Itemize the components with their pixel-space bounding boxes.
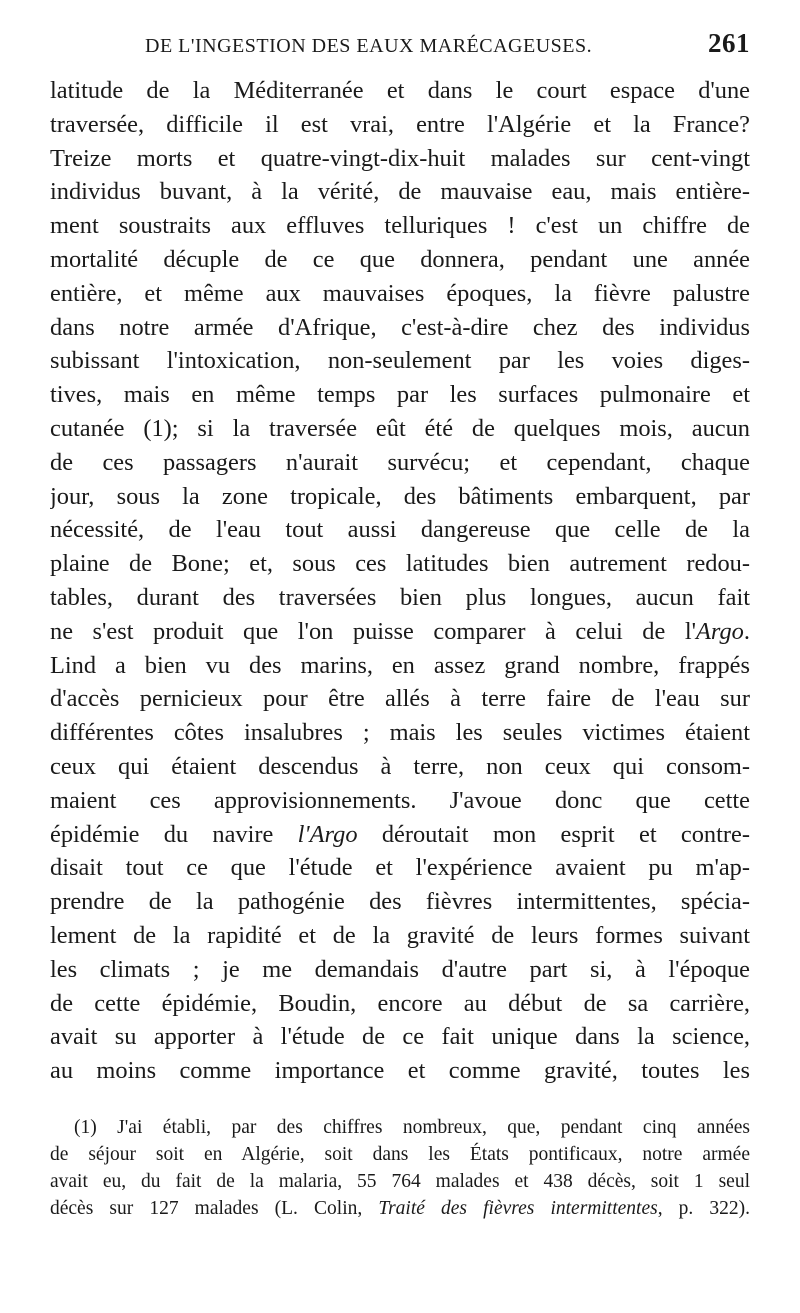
text-line: Treize morts et quatre-vingt-dix-huit malades sur cent-vingt bbox=[50, 144, 750, 172]
text-line: avait su apporter à l'étude de ce fait unique dans la science, bbox=[50, 1023, 750, 1051]
footnote-line: de séjour soit en Algérie, soit dans les États pontificaux, notre armée bbox=[50, 1143, 750, 1165]
text-line: entière, et même aux mauvaises époques, la fièvre palustre bbox=[50, 279, 750, 307]
footnote-line: avait eu, du fait de la malaria, 55 764 malades et 438 décès, soit 1 seul bbox=[50, 1170, 750, 1192]
text-line: tives, mais en même temps par les surfaces pulmonaire et bbox=[50, 381, 750, 409]
text-line: disait tout ce que l'étude et l'expérience avaient pu m'ap- bbox=[50, 854, 750, 882]
running-title: DE L'INGESTION DES EAUX MARÉCAGEUSES. bbox=[145, 35, 593, 57]
running-head bbox=[145, 28, 750, 74]
text-line: Lind a bien vu des marins, en assez grand nombre, frappés bbox=[50, 651, 750, 679]
text-line: ne s'est produit que l'on puisse comparer à celui de l'Argo. bbox=[50, 617, 750, 645]
text-line: ceux qui étaient descendus à terre, non ceux qui consom- bbox=[50, 752, 750, 780]
text-line: dans notre armée d'Afrique, c'est-à-dire chez des individus bbox=[50, 313, 750, 341]
text-line: subissant l'intoxication, non-seulement par les voies diges- bbox=[50, 347, 750, 375]
text-line: épidémie du navire l'Argo déroutait mon esprit et contre- bbox=[50, 820, 750, 848]
text-line: individus buvant, à la vérité, de mauvaise eau, mais entière- bbox=[50, 178, 750, 206]
text-line: tables, durant des traversées bien plus longues, aucun fait bbox=[50, 583, 750, 611]
body-text bbox=[50, 74, 750, 1088]
text-line: de ces passagers n'aurait survécu; et cependant, chaque bbox=[50, 448, 750, 476]
text-line: lement de la rapidité et de la gravité de leurs formes suivant bbox=[50, 921, 750, 949]
text-line: ment soustraits aux effluves telluriques ! c'est un chiffre de bbox=[50, 212, 750, 240]
text-line: jour, sous la zone tropicale, des bâtiments embarquent, par bbox=[50, 482, 750, 510]
text-line: différentes côtes insalubres ; mais les seules victimes étaient bbox=[50, 719, 750, 747]
text-line: plaine de Bone; et, sous ces latitudes bien autrement redou- bbox=[50, 550, 750, 578]
page-number: 261 bbox=[708, 28, 750, 58]
text-line: nécessité, de l'eau tout aussi dangereuse que celle de la bbox=[50, 516, 750, 544]
text-line: les climats ; je me demandais d'autre part si, à l'époque bbox=[50, 955, 750, 983]
footnote-line: (1) J'ai établi, par des chiffres nombreux, que, pendant cinq années bbox=[74, 1116, 750, 1138]
footnote bbox=[50, 1114, 750, 1222]
text-line: maient ces approvisionnements. J'avoue donc que cette bbox=[50, 786, 750, 814]
text-line: mortalité décuple de ce que donnera, pendant une année bbox=[50, 245, 750, 273]
text-line: cutanée (1); si la traversée eût été de quelques mois, aucun bbox=[50, 414, 750, 442]
text-line: latitude de la Méditerranée et dans le court espace d'une bbox=[50, 77, 750, 104]
footnote-line: décès sur 127 malades (L. Colin, Traité des fièvres intermittentes, p. 322). bbox=[50, 1197, 750, 1219]
text-line: traversée, difficile il est vrai, entre l'Algérie et la France? bbox=[50, 110, 750, 138]
book-page bbox=[50, 28, 750, 1288]
text-line: au moins comme importance et comme gravité, toutes les bbox=[50, 1057, 750, 1085]
text-line: de cette épidémie, Boudin, encore au début de sa carrière, bbox=[50, 989, 750, 1017]
text-line: prendre de la pathogénie des fièvres intermittentes, spécia- bbox=[50, 888, 750, 916]
text-line: d'accès pernicieux pour être allés à terre faire de l'eau sur bbox=[50, 685, 750, 713]
